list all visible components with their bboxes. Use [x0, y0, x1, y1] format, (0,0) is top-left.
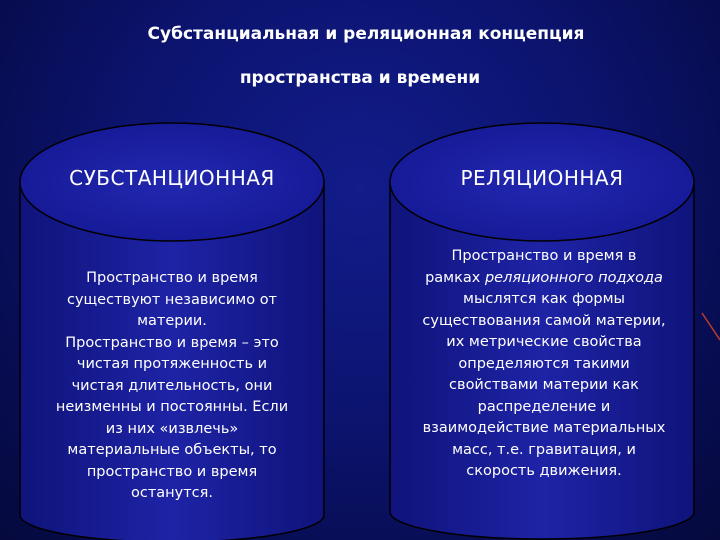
right-text-line: существования самой материи, [422, 312, 666, 329]
left-text-line: Пространство и время – это [65, 334, 279, 351]
right-text-line-mixed [390, 268, 698, 290]
left-text-line: Пространство и время [86, 270, 258, 286]
right-text-line: взаимодействие материальных [422, 420, 666, 436]
right-text-line: определяются такими [458, 355, 630, 372]
right-text-line: скорость движения. [466, 463, 622, 479]
right-text-prefix: рамках [425, 269, 485, 286]
left-column-text [14, 268, 330, 505]
right-text-line: свойствами материи как [449, 377, 639, 393]
left-text-line: чистая протяженность и [76, 356, 268, 372]
right-text-line: их метрические свойства [446, 334, 642, 350]
left-text-line: из них «извлечь» [105, 420, 239, 437]
left-text-line: материи. [137, 313, 207, 329]
left-text-line: неизменны и постоянны. Если [55, 399, 289, 415]
left-text-line: материальные объекты, то [67, 442, 277, 458]
right-text-line: Пространство и время в [451, 248, 637, 264]
right-column-text [390, 246, 698, 483]
slide-title-line-2: пространства и времени [239, 68, 481, 88]
right-text-line: распределение и [477, 398, 611, 415]
left-text-line: останутся. [131, 485, 213, 501]
right-text-line: мыслятся как формы [463, 291, 625, 307]
right-text-italic-phrase: реляционного подхода [484, 269, 663, 286]
slide-title-line-1: Субстанциальная и реляционная концепция [147, 24, 585, 44]
left-column-heading: СУБСТАНЦИОННАЯ [69, 166, 275, 190]
left-text-line: чистая длительность, они [71, 377, 273, 394]
left-text-line: пространство и время [86, 463, 258, 480]
right-column-heading: РЕЛЯЦИОННАЯ [460, 166, 624, 190]
decorative-line [702, 313, 720, 340]
right-text-line: масс, т.е. гравитация, и [452, 441, 636, 458]
left-text-line: существуют независимо от [66, 291, 278, 308]
